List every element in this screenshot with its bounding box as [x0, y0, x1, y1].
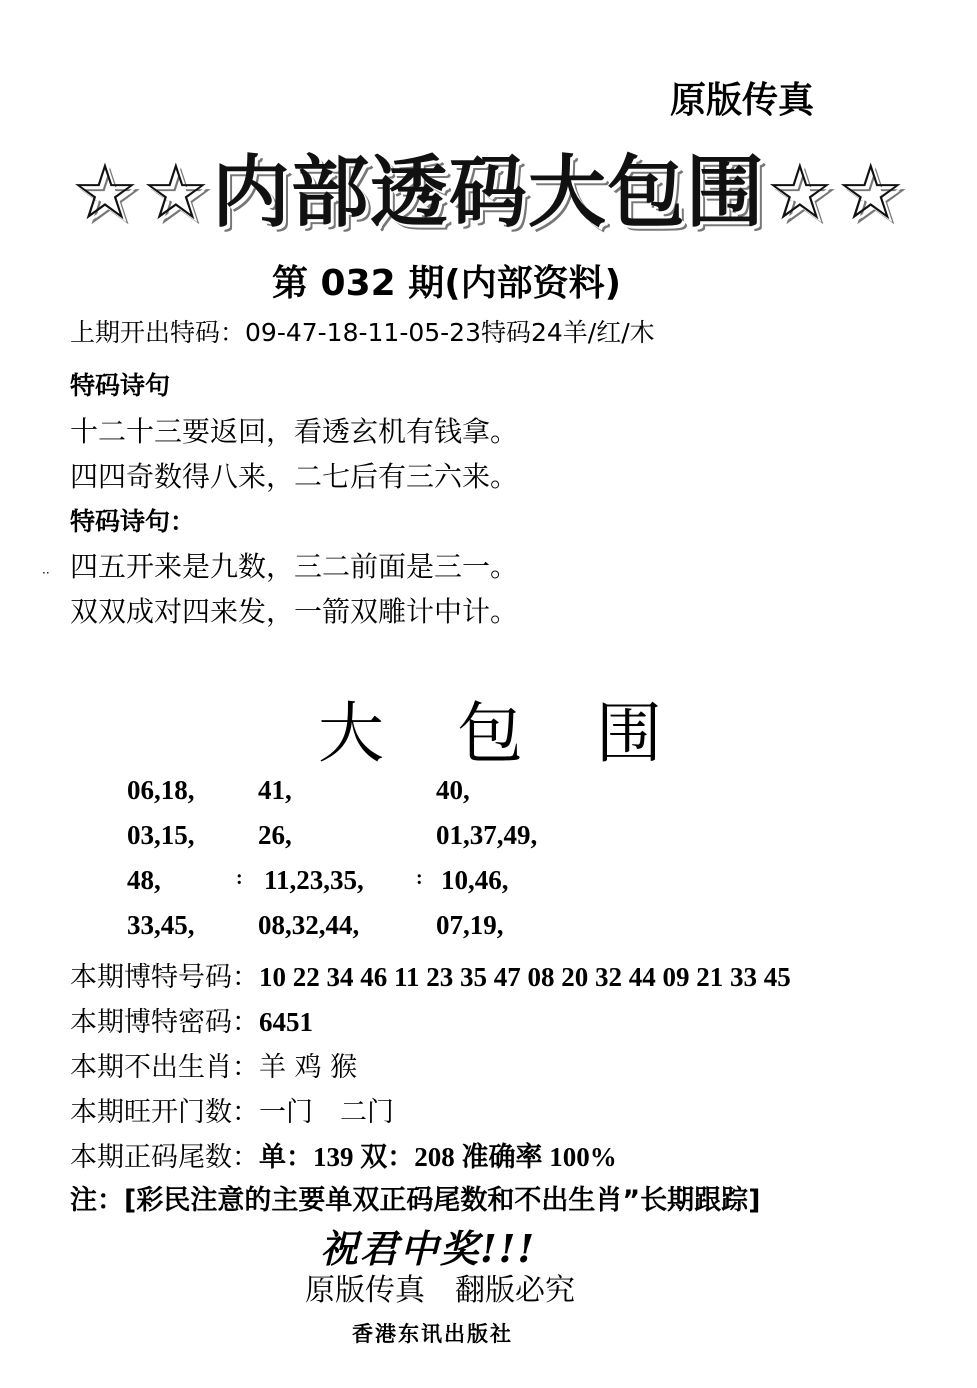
grid-cell: 03,15,: [127, 820, 195, 850]
corner-label: 原版传真: [670, 80, 815, 121]
grid-cell: 08,32,44,: [258, 910, 360, 940]
grid-cell: 11,23,35,: [264, 865, 364, 895]
last-draw-value: 09-47-18-11-05-23特码24羊/红/木: [245, 318, 655, 347]
main-title: 大 包 围: [318, 695, 688, 772]
wish: 祝君中奖!!!: [320, 1226, 537, 1271]
info-zodiac: [70, 1045, 357, 1084]
issue-number: 第 032 期(内部资料): [272, 263, 622, 304]
info-doors: [70, 1090, 394, 1129]
poem2-line-2: 双双成对四来发，一箭双雕计中计。: [70, 595, 519, 628]
poem1-line-1: 十二十三要返回，看透玄机有钱拿。: [70, 415, 519, 448]
poem2-title: 特码诗句：: [70, 507, 196, 536]
info-value: 10 22 34 46 11 23 35 47 08 20 32 44 09 21 33 45: [259, 962, 791, 992]
grid-cell: 41,: [258, 775, 292, 805]
info-value: 6451: [259, 1007, 313, 1037]
info-label: 本期旺开门数：: [70, 1097, 259, 1128]
grid-cell: 01,37,49,: [436, 820, 538, 850]
grid-cell: 10,46,: [441, 865, 509, 895]
info-bote-code: [70, 1000, 313, 1039]
grid-cell: 40,: [436, 775, 470, 805]
info-label: 本期正码尾数：: [70, 1142, 259, 1173]
grid-cell: 48,: [127, 865, 161, 895]
banner-title: ☆☆内部透码大包围☆☆: [70, 148, 907, 238]
info-value: 单：139 双：208 准确率 100%: [259, 1142, 617, 1172]
footer: 原版传真 翻版必究: [305, 1273, 575, 1308]
note: 注：[彩民注意的主要单双正码尾数和不出生肖”长期跟踪]: [70, 1185, 761, 1216]
info-tail-numbers: [70, 1135, 617, 1174]
last-draw-line: [70, 313, 655, 349]
grid-cell: 06,18,: [127, 775, 195, 805]
poem2-line-1: 四五开来是九数，三二前面是三一。: [70, 550, 519, 583]
grid-mark: :: [416, 867, 423, 889]
grid-cell: 33,45,: [127, 910, 195, 940]
info-label: 本期博特号码：: [70, 962, 259, 993]
last-draw-label: 上期开出特码：: [70, 318, 246, 347]
info-bote-numbers: [70, 955, 791, 994]
poem1-line-2: 四四奇数得八来，二七后有三六来。: [70, 460, 519, 493]
stray-dots: ··: [42, 566, 50, 580]
grid-cell: 07,19,: [436, 910, 504, 940]
info-value: 一门 二门: [259, 1097, 394, 1128]
info-value: 羊 鸡 猴: [259, 1052, 358, 1083]
publisher: 香港东讯出版社: [352, 1321, 513, 1346]
poem1-title: 特码诗句: [70, 371, 171, 400]
info-label: 本期博特密码：: [70, 1007, 259, 1038]
grid-cell: 26,: [258, 820, 292, 850]
info-label: 本期不出生肖：: [70, 1052, 259, 1083]
grid-mark: :: [236, 867, 243, 889]
